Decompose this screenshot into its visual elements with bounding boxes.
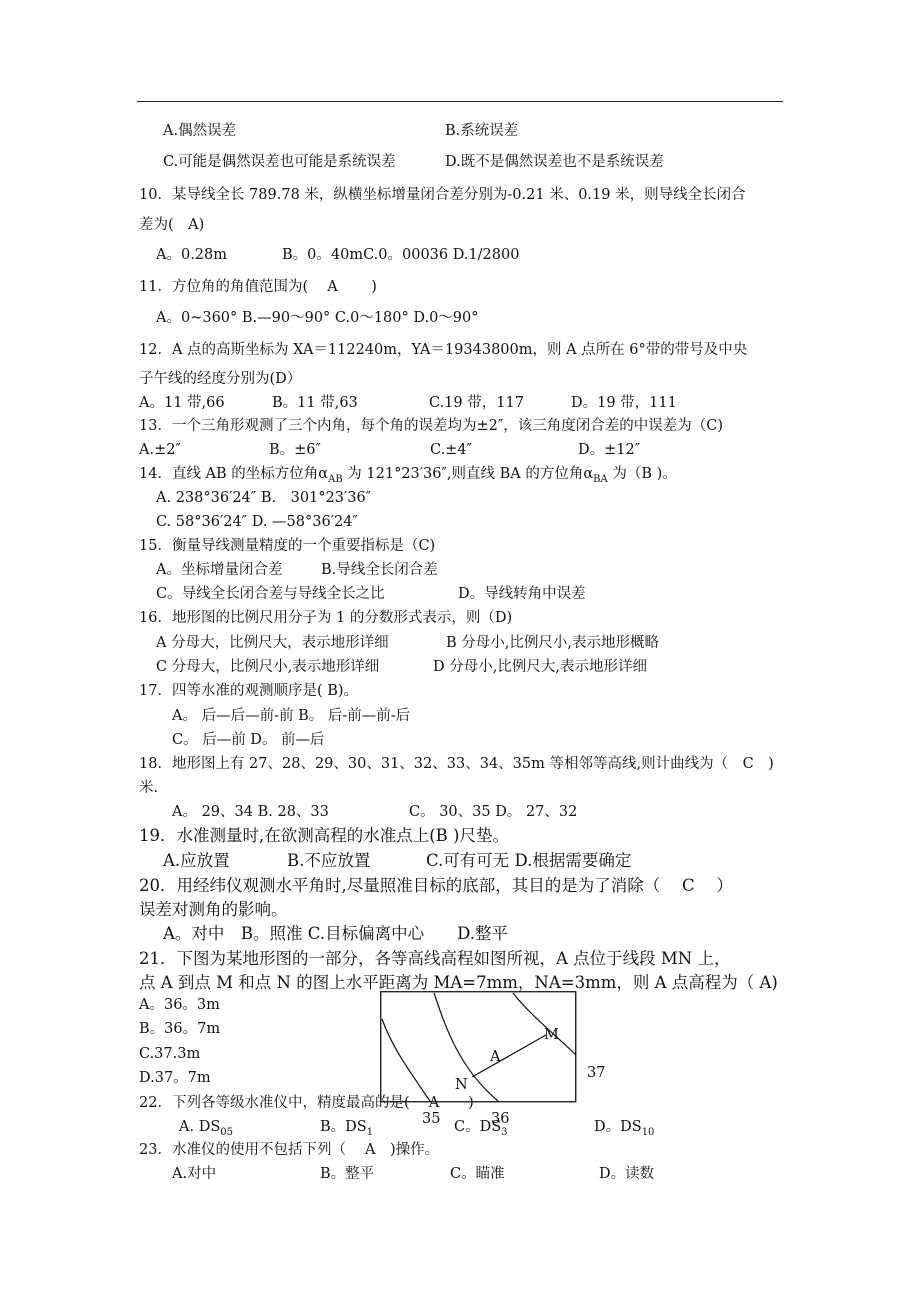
elevation-36: 36	[491, 1111, 510, 1127]
q18-stem-line1: 18．地形图上有 27、28、29、30、31、32、33、34、35m 等相邻等高线,则计曲线为（ C )	[139, 756, 774, 772]
q18-options-ab: A。 29、34 B. 28、33	[172, 804, 329, 820]
q19-options-cd: C.可有可无 D.根据需要确定	[426, 851, 632, 870]
q20-stem-line2: 误差对测角的影响。	[139, 900, 288, 919]
q14-options-ab: A. 238°36′24″ B. 301°23′36″	[156, 490, 372, 506]
q21-option-d: D.37。7m	[139, 1070, 211, 1086]
q13-option-d: D。±12″	[578, 442, 641, 458]
map-frame	[381, 992, 576, 1102]
q16-option-a: A 分母大，比例尺大，表示地形详细	[156, 635, 389, 651]
contour-line-35	[382, 1019, 430, 1101]
q23-option-d: D。读数	[599, 1166, 655, 1182]
q10-option-a: A。0.28m	[156, 247, 228, 263]
q9-option-b: B.系统误差	[445, 123, 519, 139]
q19-option-b: B.不应放置	[287, 851, 371, 870]
q22-option-b: B。$DS_1$	[320, 1119, 374, 1138]
segment-mn	[472, 1035, 546, 1077]
q20-options: A。对中 B。照准 C.目标偏离中心 D.整平	[163, 924, 508, 943]
header-rule	[137, 101, 783, 102]
q22-option-d: D。$DS_{10}$	[594, 1119, 655, 1138]
q21-stem-line2: 点 A 到点 M 和点 N 的图上水平距离为 MA=7mm，NA=3mm，则 A 点高程为（ A)	[139, 973, 778, 992]
q10-stem-line2: 差为( A)	[139, 217, 205, 233]
q15-option-a: A。坐标增量闭合差	[156, 562, 283, 578]
q14-options-cd: C. 58°36′24″ D. —58°36′24″	[156, 514, 358, 530]
q22-stem: 22．下列各等级水准仪中，精度最高的是( A )	[139, 1095, 474, 1111]
q9-option-d: D.既不是偶然误差也不是系统误差	[445, 154, 664, 170]
q13-option-c: C.±4″	[430, 442, 472, 458]
q9-option-c: C.可能是偶然误差也可能是系统误差	[163, 154, 396, 170]
q21-stem-line1: 21．下图为某地形图的一部分，各等高线高程如图所视，A 点位于线段 MN 上，	[139, 949, 731, 968]
q12-option-d: D。19 带，111	[571, 395, 677, 411]
elevation-35: 35	[422, 1111, 441, 1127]
q17-options-cd: C。 后—前 D。 前—后	[172, 732, 325, 748]
q15-option-b: B.导线全长闭合差	[321, 562, 438, 578]
q16-option-b: B 分母小,比例尺小,表示地形概略	[446, 635, 659, 651]
elevation-37: 37	[587, 1065, 606, 1081]
q15-option-c: C。导线全长闭合差与导线全长之比	[156, 586, 385, 602]
q17-options-ab: A。 后—后—前-前 B。 后-前—前-后	[172, 708, 411, 724]
q9-option-a: A.偶然误差	[163, 123, 237, 139]
q12-option-b: B。11 带,63	[272, 395, 358, 411]
q16-option-c: C 分母大，比例尺小,表示地形详细	[156, 659, 380, 675]
q14-stem: 14．直线 AB 的坐标方位角$\alpha_{AB}$ 为 121°23′36″,则直线 BA 的方位角$\alpha_{BA}$ 为（B )。	[139, 466, 677, 485]
label-n: N	[455, 1077, 468, 1093]
q23-stem: 23．水准仪的使用不包括下列（ A )操作。	[139, 1142, 440, 1158]
q23-option-a: A.对中	[172, 1166, 217, 1182]
q23-option-b: B。整平	[320, 1166, 375, 1182]
q21-option-a: A。36。3m	[139, 997, 220, 1013]
q19-option-a: A.应放置	[163, 851, 230, 870]
q12-option-a: A。11 带,66	[139, 395, 225, 411]
q12-option-c: C.19 带，117	[429, 395, 524, 411]
q12-stem-line1: 12．A 点的高斯坐标为 XA＝112240m，YA＝19343800m，则 A 点所在 6°带的带号及中央	[139, 342, 748, 358]
q13-stem: 13．一个三角形观测了三个内角，每个角的误差均为±2″，该三角度闭合差的中误差为（C)	[139, 418, 723, 434]
q17-stem: 17．四等水准的观测顺序是( B)。	[139, 683, 359, 699]
q23-option-c: C。瞄准	[450, 1166, 505, 1182]
q15-option-d: D。导线转角中误差	[458, 586, 586, 602]
q11-stem: 11．方位角的角值范围为( A )	[139, 279, 377, 295]
q15-stem: 15．衡量导线测量精度的一个重要指标是（C)	[139, 538, 436, 554]
contour-map-diagram	[380, 991, 606, 1127]
q18-options-cd: C。 30、35 D。 27、32	[409, 804, 578, 820]
q10-options-bcd: B。0。40mC.0。00036 D.1/2800	[282, 247, 520, 263]
q16-stem: 16．地形图的比例尺用分子为 1 的分数形式表示，则（D)	[139, 610, 513, 626]
q13-option-a: A.±2″	[139, 442, 181, 458]
q21-option-c: C.37.3m	[139, 1046, 201, 1062]
q22-option-a: A. $DS_{05}$	[179, 1119, 233, 1138]
q12-stem-line2: 子午线的经度分别为(D）	[139, 371, 302, 387]
q20-stem-line1: 20．用经纬仪观测水平角时,尽量照准目标的底部，其目的是为了消除（ C ）	[139, 876, 733, 895]
label-m: M	[544, 1027, 559, 1043]
contour-map-svg	[380, 991, 578, 1103]
q19-stem: 19．水准测量时,在欲测高程的水准点上(B )尺垫。	[139, 826, 509, 845]
q21-option-b: B。36。7m	[139, 1021, 221, 1037]
label-a: A	[490, 1049, 501, 1065]
q18-stem-line2: 米.	[139, 780, 159, 796]
contour-line-37	[513, 993, 576, 1055]
q10-stem-line1: 10．某导线全长 789.78 米，纵横坐标增量闭合差分别为-0.21 米、0.19 米，则导线全长闭合	[139, 187, 746, 203]
q16-option-d: D 分母小,比例尺大,表示地形详细	[433, 659, 647, 675]
q22-option-c: C。$DS_3$	[454, 1119, 508, 1138]
q11-options: A。0~360° B.—90～90° C.0～180° D.0～90°	[156, 310, 479, 326]
q13-option-b: B。±6″	[269, 442, 321, 458]
